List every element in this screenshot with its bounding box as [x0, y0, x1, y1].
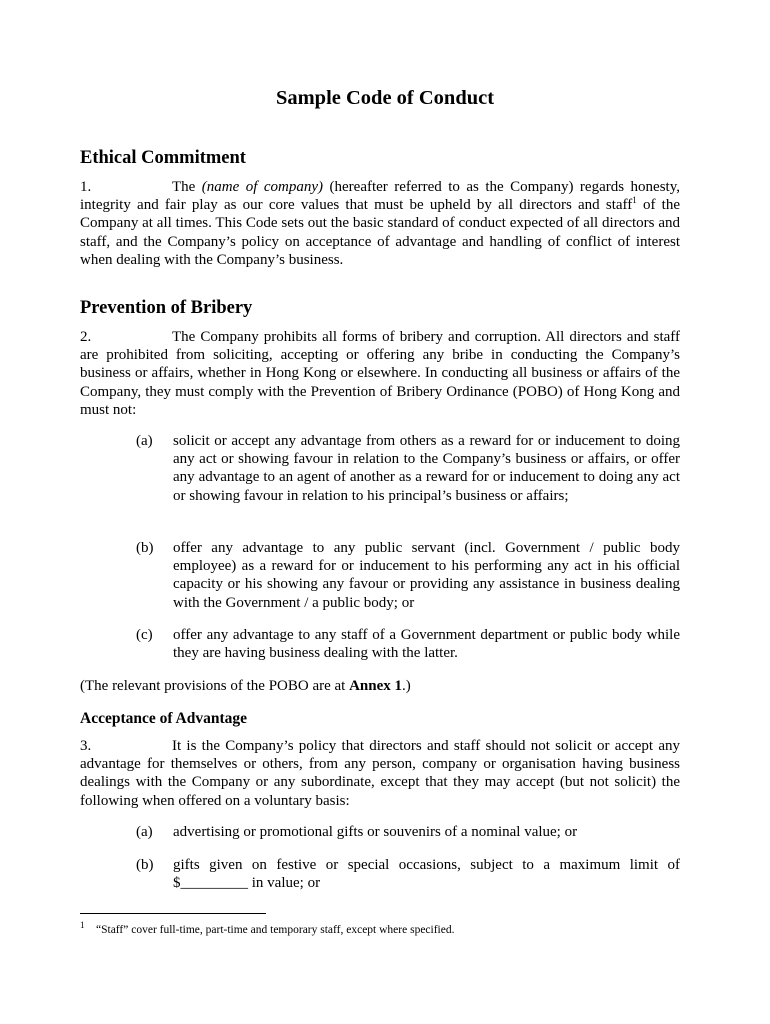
- list-item-label: (a): [136, 433, 153, 449]
- list-item-text: advertising or promotional gifts or souvenirs of a nominal value; or: [173, 824, 578, 840]
- section-heading-acceptance-of-advantage: Acceptance of Advantage: [80, 710, 248, 727]
- list-item: [136, 856, 680, 892]
- list-item-text: offer any advantage to any staff of a Government department or public body while they are having business dealing with the latter.: [173, 627, 680, 662]
- company-name-placeholder: (name of company): [201, 179, 324, 195]
- paragraph-1: 1. The (name of company) (hereafter referred to as the Company) regards honesty, integrity and fair play as our core values that must be upheld by all directors and staff$^1$ of the Company at all times. This Code sets out the basic standard of conduct expected of all directors and staff, and the Company’s policy on acceptance of advantage and handling of conflict of interest when dealing with the Company’s business.: [80, 179, 680, 268]
- list-item-text: solicit or accept any advantage from others as a reward for or inducement to doing any act or showing favour in relation to the Company’s business or affairs, or offer any advantage to an agent of another as a reward for or inducement to doing any act or showing favour in relation to his principal’s business or affairs;: [173, 433, 680, 504]
- paragraph-number: 2.: [80, 329, 92, 345]
- footnote-reference: 1: [632, 195, 637, 206]
- section-heading-ethical-commitment: Ethical Commitment: [80, 148, 246, 168]
- list-item-text: gifts given on festive or special occasions, subject to a maximum limit of $_________ in value; or: [173, 857, 680, 892]
- paragraph-3: 3. It is the Company’s policy that directors and staff should not solicit or accept any advantage for themselves or others, from any person, company or organisation having business dealings with the Company or any subordinate, except that they may accept (but not solicit) the following when offered on a voluntary basis:: [80, 738, 680, 809]
- list-item-label: (b): [136, 540, 154, 556]
- paragraph-number: 3.: [80, 738, 92, 754]
- document-title: Sample Code of Conduct: [275, 87, 495, 109]
- list-item-text: offer any advantage to any public servant (incl. Government / public body employee) as a reward for or inducement to his performing any act in his official capacity or his showing any favour or providing any assistance in business dealing with the Government / a public body; or: [173, 540, 680, 611]
- paragraph-number: 1.: [80, 179, 92, 195]
- list-item: [136, 823, 680, 841]
- paragraph-2: 2. The Company prohibits all forms of bribery and corruption. All directors and staff are prohibited from soliciting, accepting or offering any bribe in conducting the Company’s business or affairs, whether in Hong Kong or elsewhere. In conducting all business or affairs of the Company, they must comply with the Prevention of Bribery Ordinance (POBO) of Hong Kong and must not:: [80, 329, 680, 418]
- list-item-label: (a): [136, 824, 153, 840]
- footnote-divider: [80, 913, 266, 914]
- annex-reference: Annex 1: [349, 678, 403, 694]
- list-item-label: (b): [136, 857, 154, 873]
- section-heading-prevention-of-bribery: Prevention of Bribery: [80, 298, 253, 318]
- footnote-text: “Staff” cover full-time, part-time and temporary staff, except where specified.: [96, 924, 455, 936]
- annex-note: (The relevant provisions of the POBO are at Annex 1.): [80, 678, 411, 694]
- footnote: $^1$ “Staff” cover full-time, part-time and temporary staff, except where specified.: [80, 920, 455, 936]
- list-item: [136, 539, 680, 612]
- list-item-label: (c): [136, 627, 153, 643]
- list-item: [136, 626, 680, 662]
- list-item: [136, 432, 680, 505]
